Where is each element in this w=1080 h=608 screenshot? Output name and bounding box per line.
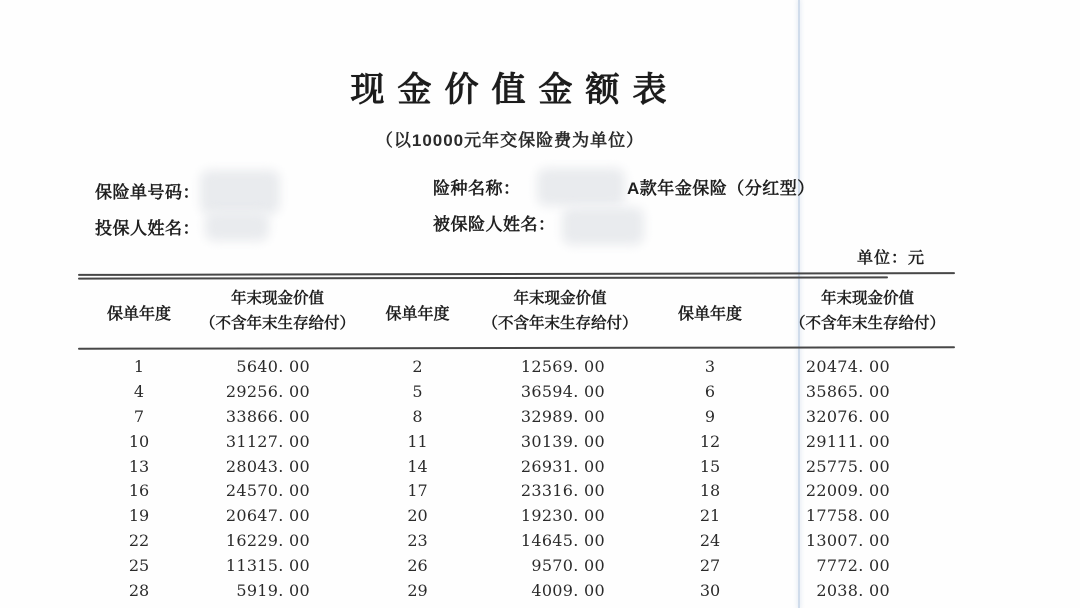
cash-value-cell: 29256. 00 xyxy=(225,381,310,401)
policy-year-cell: 23 xyxy=(407,531,428,551)
cash-value-cell: 22009. 00 xyxy=(805,481,890,501)
policy-year-cell: 13 xyxy=(128,456,150,476)
policy-year-cell: 16 xyxy=(128,481,150,501)
policy-year-cell: 25 xyxy=(128,556,150,576)
col-header-cash-value-line1: 年末现金价值 xyxy=(820,290,914,308)
policy-year-cell: 29 xyxy=(407,581,428,601)
cash-value-cell: 5919. 00 xyxy=(236,581,310,601)
cash-value-cell: 12569. 00 xyxy=(520,357,605,376)
cash-value-cell: 20474. 00 xyxy=(805,357,890,376)
cash-value-cell: 23316. 00 xyxy=(520,481,605,501)
policy-year-cell: 22 xyxy=(128,531,150,551)
table-row xyxy=(78,504,955,529)
policy-year-cell: 30 xyxy=(699,581,721,601)
policy-year-cell: 3 xyxy=(704,357,716,376)
table-row xyxy=(78,479,955,504)
cash-value-cell: 32989. 00 xyxy=(520,406,605,426)
redacted-insured-name xyxy=(562,207,644,245)
table-header-underline xyxy=(78,346,955,350)
cash-value-cell: 28043. 00 xyxy=(225,456,310,476)
col-header-cash-value-line1: 年末现金价值 xyxy=(230,290,324,308)
cash-value-cell: 36594. 00 xyxy=(520,381,605,401)
table-row xyxy=(78,554,955,579)
cash-value-cell: 32076. 00 xyxy=(805,406,890,426)
table-header-row xyxy=(78,284,955,340)
cash-value-table xyxy=(78,270,955,604)
policy-year-cell: 18 xyxy=(699,481,721,501)
cash-value-cell: 20647. 00 xyxy=(225,506,310,526)
redacted-policyholder-name xyxy=(205,211,269,241)
cash-value-cell: 7772. 00 xyxy=(816,556,890,576)
table-row xyxy=(78,579,955,604)
col-header-policy-year: 保单年度 xyxy=(677,305,742,323)
product-name-suffix: A款年金保险（分红型） xyxy=(627,179,815,198)
cash-value-cell: 4009. 00 xyxy=(531,581,605,601)
policyholder-name-label: 投保人姓名： xyxy=(95,219,200,238)
cash-value-cell: 35865. 00 xyxy=(805,381,890,401)
table-row xyxy=(78,529,955,554)
cash-value-cell: 16229. 00 xyxy=(225,531,310,551)
policy-year-cell: 19 xyxy=(128,506,150,526)
policy-year-cell: 6 xyxy=(704,381,716,401)
cash-value-cell: 26931. 00 xyxy=(520,456,605,476)
cash-value-cell: 2038. 00 xyxy=(816,581,890,601)
policy-year-cell: 15 xyxy=(699,456,721,476)
col-header-cash-value-line2: （不含年末生存给付） xyxy=(200,315,356,332)
col-header-cash-value xyxy=(780,287,955,337)
policy-year-cell: 7 xyxy=(133,406,145,426)
cash-value-cell: 30139. 00 xyxy=(520,431,605,451)
table-row xyxy=(78,355,955,380)
policy-year-cell: 20 xyxy=(407,506,428,526)
col-header-policy-year: 保单年度 xyxy=(385,305,450,323)
table-row xyxy=(78,380,955,405)
cash-value-cell: 13007. 00 xyxy=(805,531,890,551)
insured-name-label: 被保险人姓名： xyxy=(433,215,556,234)
cash-value-cell: 17758. 00 xyxy=(805,506,890,526)
col-header-cash-value-line2: （不含年末生存给付） xyxy=(482,315,638,332)
cash-value-cell: 19230. 00 xyxy=(520,506,605,526)
cash-value-cell: 11315. 00 xyxy=(225,556,310,576)
policy-year-cell: 5 xyxy=(412,381,423,401)
table-row xyxy=(78,405,955,430)
col-header-cash-value-line2: （不含年末生存给付） xyxy=(789,315,945,332)
col-header-cash-value xyxy=(200,287,355,337)
cash-value-cell: 25775. 00 xyxy=(805,456,890,476)
policy-year-cell: 4 xyxy=(133,381,145,401)
col-header-cash-value xyxy=(480,287,640,337)
col-header-policy-year: 保单年度 xyxy=(106,305,171,323)
cash-value-cell: 31127. 00 xyxy=(225,431,310,451)
redacted-policy-number xyxy=(200,170,280,214)
policy-year-cell: 14 xyxy=(407,456,428,476)
policy-year-cell: 10 xyxy=(128,431,150,451)
policy-year-cell: 28 xyxy=(128,581,150,601)
product-name-label: 险种名称： xyxy=(433,179,521,198)
table-top-rule-2 xyxy=(78,276,888,279)
redacted-product-name xyxy=(537,168,625,206)
cash-value-cell: 9570. 00 xyxy=(531,556,605,576)
table-row xyxy=(78,455,955,480)
policy-year-cell: 8 xyxy=(412,406,423,426)
policy-year-cell: 17 xyxy=(407,481,428,501)
policy-year-cell: 2 xyxy=(412,357,423,376)
page-title: 现金价值金额表 xyxy=(350,71,680,109)
policy-year-cell: 24 xyxy=(699,531,721,551)
table-body xyxy=(78,355,955,604)
table-row xyxy=(78,430,955,455)
cash-value-cell: 29111. 00 xyxy=(805,431,890,451)
policy-year-cell: 9 xyxy=(704,406,716,426)
policy-year-cell: 21 xyxy=(699,506,721,526)
col-header-cash-value-line1: 年末现金价值 xyxy=(513,290,607,308)
policy-year-cell: 11 xyxy=(407,431,428,451)
page-subtitle: （以10000元年交保险费为单位） xyxy=(375,131,645,150)
policy-year-cell: 1 xyxy=(133,357,145,376)
cash-value-cell: 5640. 00 xyxy=(236,357,310,376)
policy-year-cell: 26 xyxy=(407,556,428,576)
cash-value-cell: 33866. 00 xyxy=(225,406,310,426)
cash-value-cell: 24570. 00 xyxy=(225,481,310,501)
unit-label: 单位：元 xyxy=(856,250,925,267)
policy-year-cell: 12 xyxy=(699,431,721,451)
policy-number-label: 保险单号码： xyxy=(95,183,200,202)
cash-value-cell: 14645. 00 xyxy=(520,531,605,551)
table-top-rule xyxy=(78,272,955,276)
policy-year-cell: 27 xyxy=(699,556,721,576)
